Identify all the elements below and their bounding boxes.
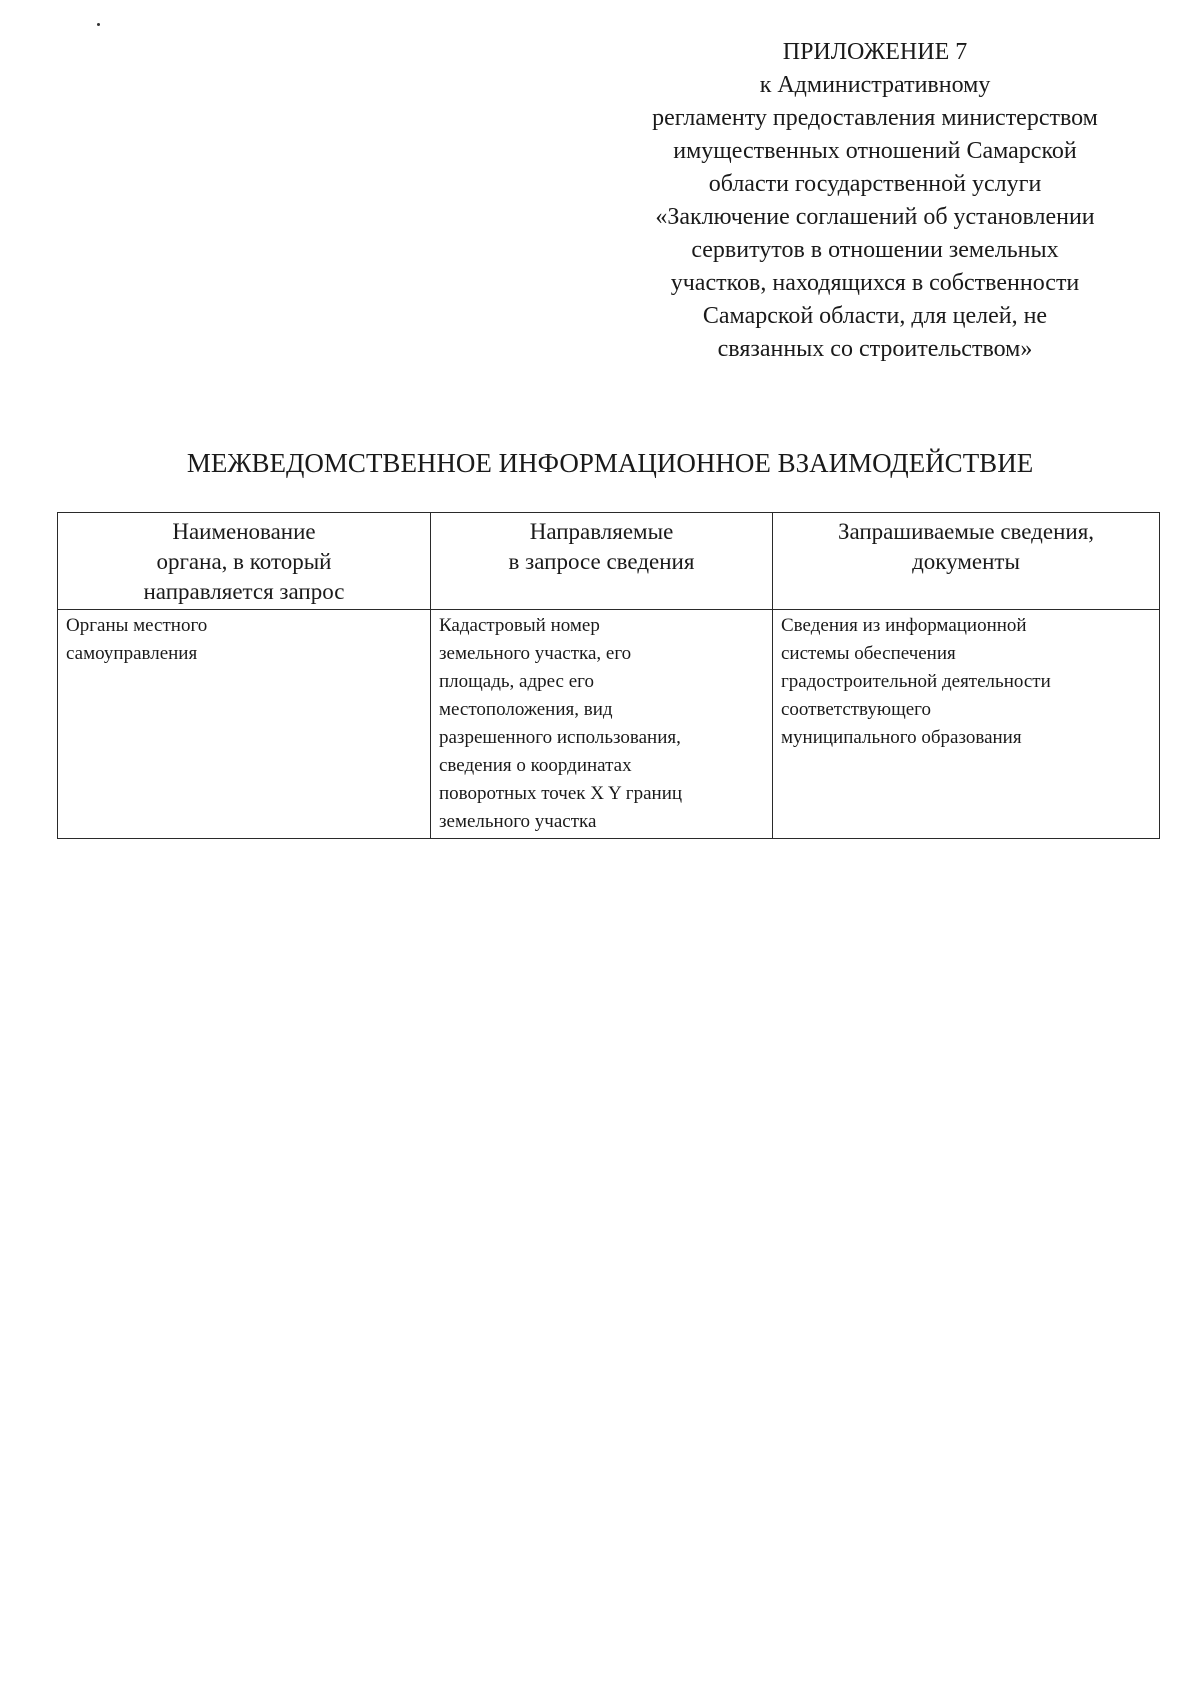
cell-line: Органы местного [66,615,208,636]
cell-sent-information [431,610,773,839]
cell-line: системы обеспечения [781,643,956,664]
header-sent-information [431,513,773,610]
table-row [58,610,1160,839]
cell-line: градостроительной деятельности [781,671,1051,692]
cell-line: площадь, адрес его [439,671,594,692]
appendix-line: «Заключение соглашений об установлении [655,204,1095,230]
cell-line: поворотных точек X Y границ [439,783,683,804]
cell-requested-information [773,610,1160,839]
header-line: в запросе сведения [508,549,695,574]
cell-authority [58,610,431,839]
appendix-line: связанных со строительством» [717,336,1033,362]
scan-speck [97,23,100,26]
cell-line: земельного участка, его [439,643,632,664]
appendix-line: сервитутов в отношении земельных [691,237,1059,263]
header-line: Направляемые [529,519,674,544]
document-title: МЕЖВЕДОМСТВЕННОЕ ИНФОРМАЦИОННОЕ ВЗАИМОДЕЙСТВИЕ [186,448,1034,478]
appendix-line: области государственной услуги [708,171,1042,197]
header-line: документы [912,549,1020,574]
header-line: направляется запрос [143,579,345,604]
header-authority-name [58,513,431,610]
header-line: Запрашиваемые сведения, [837,519,1095,544]
appendix-line: регламенту предоставления министерством [652,105,1098,131]
appendix-line: имущественных отношений Самарской [673,138,1077,164]
appendix-line: Самарской области, для целей, не [702,303,1048,329]
appendix-line: участков, находящихся в собственности [670,270,1080,296]
appendix-line: ПРИЛОЖЕНИЕ 7 [782,39,968,65]
appendix-line: к Административному [759,72,991,98]
cell-line: муниципального образования [781,727,1022,748]
cell-line: местоположения, вид [439,699,613,720]
cell-line: Кадастровый номер [439,615,600,636]
cell-line: Сведения из информационной [781,615,1027,636]
cell-line: земельного участка [439,811,597,832]
cell-line: разрешенного использования, [439,727,681,748]
table-header-row [58,513,1160,610]
header-requested-information [773,513,1160,610]
interaction-table [57,512,1160,839]
appendix-header [610,36,1140,366]
cell-line: соответствующего [781,699,931,720]
cell-line: самоуправления [66,643,198,664]
cell-line: сведения о координатах [439,755,632,776]
header-line: органа, в который [156,549,332,574]
header-line: Наименование [172,519,316,544]
